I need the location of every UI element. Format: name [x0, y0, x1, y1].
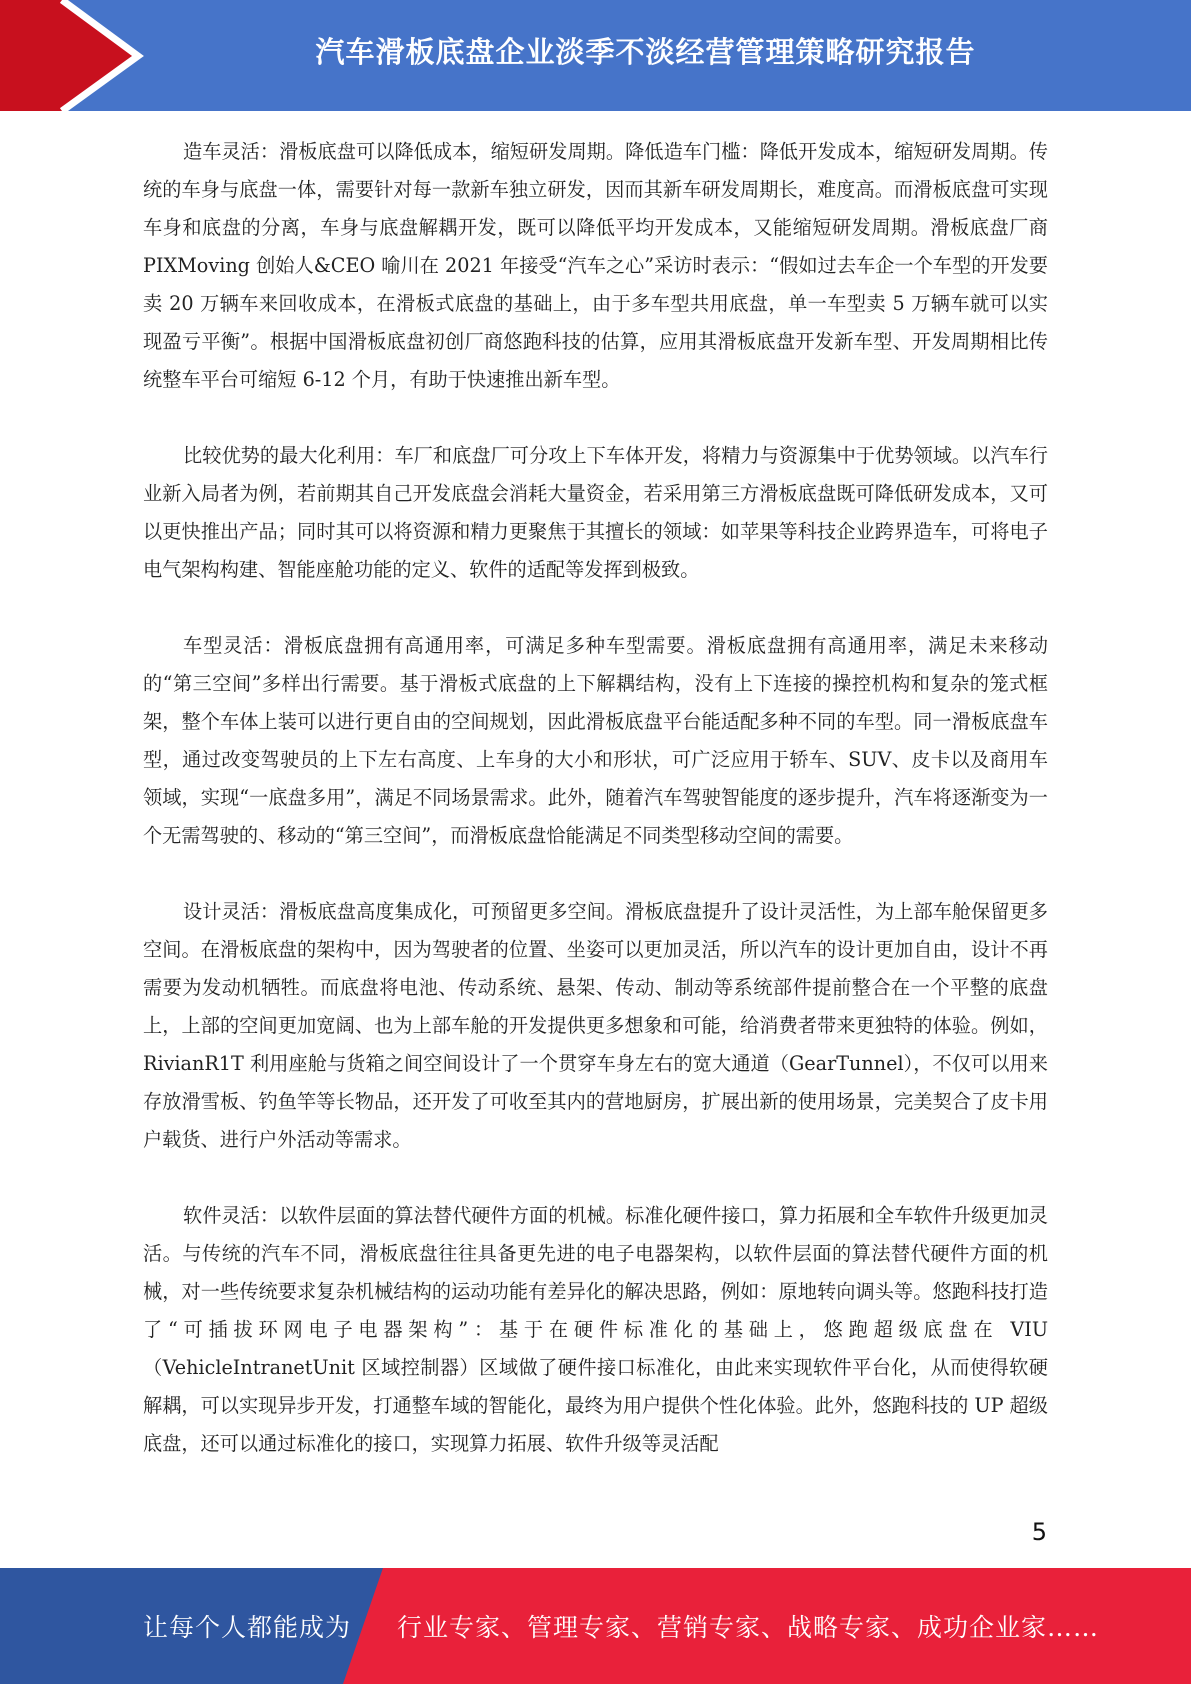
page-header: [0, 0, 1191, 111]
paragraph-software-flexibility: 软件灵活：以软件层面的算法替代硬件方面的机械。标准化硬件接口，算力拓展和全车软件升级更加灵活。与传统的汽车不同，滑板底盘往往具备更先进的电子电器架构，以软件层面的算法替代硬件方面的机械，对一些传统要求复杂机械结构的运动功能有差异化的解决思路，例如：原地转向调头等。悠跑科技打造了“可插拔环网电子电器架构”：基于在硬件标准化的基础上，悠跑超级底盘在 VIU（VehicleIntranetUnit 区域控制器）区域做了硬件接口标准化，由此来实现软件平台化，从而使得软硬解耦，可以实现异步开发，打通整车域的智能化，最终为用户提供个性化体验。此外，悠跑科技的 UP 超级底盘，还可以通过标准化的接口，实现算力拓展、软件升级等灵活配: [143, 1204, 1048, 1455]
document-body: [143, 133, 1048, 1501]
document-title: 汽车滑板底盘企业淡季不淡经营管理策略研究报告: [315, 34, 976, 69]
footer-slogan-left: 让每个人都能成为: [143, 1613, 352, 1642]
footer-slogan-right: 行业专家、管理专家、营销专家、战略专家、成功企业家……: [397, 1613, 1100, 1642]
page-number: 5: [1031, 1518, 1047, 1546]
header-arrow-decoration: [0, 0, 160, 111]
page-footer: [0, 1568, 1191, 1684]
paragraph-model-flexibility: 车型灵活：滑板底盘拥有高通用率，可满足多种车型需要。滑板底盘拥有高通用率，满足未来移动的“第三空间”多样出行需要。基于滑板式底盘的上下解耦结构，没有上下连接的操控机构和复杂的笼式框架，整个车体上装可以进行更自由的空间规划，因此滑板底盘平台能适配多种不同的车型。同一滑板底盘车型，通过改变驾驶员的上下左右高度、上车身的大小和形状，可广泛应用于轿车、SUV、皮卡以及商用车领域，实现“一底盘多用”，满足不同场景需求。此外，随着汽车驾驶智能度的逐步提升，汽车将逐渐变为一个无需驾驶的、移动的“第三空间”，而滑板底盘恰能满足不同类型移动空间的需要。: [143, 634, 1048, 847]
paragraph-vehicle-building-flexibility: 造车灵活：滑板底盘可以降低成本，缩短研发周期。降低造车门槛：降低开发成本，缩短研发周期。传统的车身与底盘一体，需要针对每一款新车独立研发，因而其新车研发周期长，难度高。而滑板底盘可实现车身和底盘的分离，车身与底盘解耦开发，既可以降低平均开发成本，又能缩短研发周期。滑板底盘厂商 PIXMoving 创始人&CEO 喻川在 2021 年接受“汽车之心”采访时表示：“假如过去车企一个车型的开发要卖 20 万辆车来回收成本，在滑板式底盘的基础上，由于多车型共用底盘，单一车型卖 5 万辆车就可以实现盈亏平衡”。根据中国滑板底盘初创厂商悠跑科技的估算，应用其滑板底盘开发新车型、开发周期相比传统整车平台可缩短 6-12 个月，有助于快速推出新车型。: [143, 140, 1048, 391]
paragraph-design-flexibility: 设计灵活：滑板底盘高度集成化，可预留更多空间。滑板底盘提升了设计灵活性，为上部车舱保留更多空间。在滑板底盘的架构中，因为驾驶者的位置、坐姿可以更加灵活，所以汽车的设计更加自由，设计不再需要为发动机牺牲。而底盘将电池、传动系统、悬架、传动、制动等系统部件提前整合在一个平整的底盘上，上部的空间更加宽阔、也为上部车舱的开发提供更多想象和可能，给消费者带来更独特的体验。例如，RivianR1T 利用座舱与货箱之间空间设计了一个贯穿车身左右的宽大通道（GearTunnel），不仅可以用来存放滑雪板、钓鱼竿等长物品，还开发了可收至其内的营地厨房，扩展出新的使用场景，完美契合了皮卡用户载货、进行户外活动等需求。: [143, 900, 1048, 1151]
paragraph-comparative-advantage: 比较优势的最大化利用：车厂和底盘厂可分攻上下车体开发，将精力与资源集中于优势领域。以汽车行业新入局者为例，若前期其自己开发底盘会消耗大量资金，若采用第三方滑板底盘既可降低研发成本，又可以更快推出产品；同时其可以将资源和精力更聚焦于其擅长的领域：如苹果等科技企业跨界造车，可将电子电气架构构建、智能座舱功能的定义、软件的适配等发挥到极致。: [143, 444, 1048, 581]
